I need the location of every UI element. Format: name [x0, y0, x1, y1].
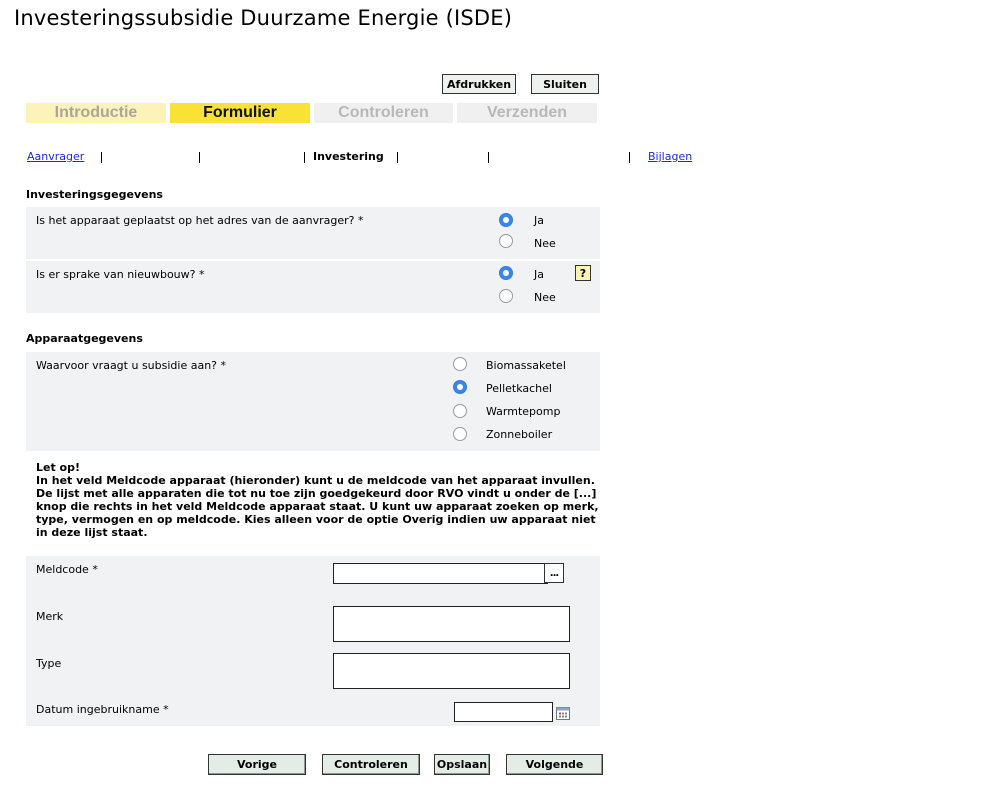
- step-introductie[interactable]: Introductie: [26, 103, 166, 123]
- datum-label: Datum ingebruikname *: [36, 703, 169, 716]
- step-controleren: Controleren: [314, 103, 453, 123]
- radio-ja[interactable]: [499, 266, 513, 280]
- notice-text: [36, 461, 600, 539]
- radio-nee[interactable]: [499, 234, 513, 248]
- subnav-separator: [101, 152, 102, 163]
- radio-label: Warmtepomp: [486, 405, 561, 418]
- radio-pelletkachel[interactable]: [453, 380, 467, 394]
- check-button[interactable]: Controleren: [322, 754, 420, 775]
- save-button[interactable]: Opslaan: [434, 754, 490, 775]
- subnav-separator: [397, 152, 398, 163]
- page-title: Investeringssubsidie Duurzame Energie (ISDE): [14, 6, 513, 30]
- question-panel-address: [26, 207, 600, 259]
- radio-label: Ja: [534, 268, 544, 281]
- notice-body: In het veld Meldcode apparaat (hieronder) kunt u de meldcode van het apparaat invullen. De lijst met alle apparaten die tot nu toe zijn goedgekeurd door RVO vindt u onder de [...] knop die rechts in het veld Meldcode apparaat staat. U kunt uw apparaat zoeken op merk, type, vermogen en op meldcode. Kies alleen voor de optie Overig indien uw apparaat niet in deze lijst staat.: [36, 474, 599, 539]
- calendar-icon[interactable]: [556, 706, 570, 720]
- radio-biomassaketel[interactable]: [453, 357, 467, 371]
- radio-label: Biomassaketel: [486, 359, 566, 372]
- close-button[interactable]: Sluiten: [531, 74, 599, 94]
- question-label: Waarvoor vraagt u subsidie aan? *: [36, 359, 227, 372]
- type-label: Type: [36, 657, 62, 670]
- section-heading-investering: Investeringsgegevens: [26, 188, 163, 201]
- radio-label: Ja: [534, 214, 544, 227]
- subnav-separator: [304, 152, 305, 163]
- subnav-item-bijlagen[interactable]: [648, 150, 692, 163]
- radio-label: Nee: [534, 291, 556, 304]
- question-panel-nieuwbouw: [26, 261, 600, 313]
- aanvrager-link[interactable]: Aanvrager: [27, 150, 85, 163]
- subnav-item-investering: Investering: [313, 150, 384, 163]
- radio-ja[interactable]: [499, 213, 513, 227]
- subnav-separator: [488, 152, 489, 163]
- section-heading-apparaat: Apparaatgegevens: [26, 332, 143, 345]
- question-label: Is er sprake van nieuwbouw? *: [36, 268, 205, 281]
- previous-button[interactable]: Vorige: [208, 754, 306, 775]
- meldcode-label: Meldcode *: [36, 563, 98, 576]
- subnav-item-aanvrager[interactable]: [27, 150, 84, 163]
- help-icon[interactable]: ?: [575, 265, 591, 281]
- radio-label: Zonneboiler: [486, 428, 553, 441]
- radio-nee[interactable]: [499, 289, 513, 303]
- radio-zonneboiler[interactable]: [453, 427, 467, 441]
- question-panel-subsidie: [26, 352, 600, 451]
- datum-input[interactable]: [454, 702, 553, 722]
- meldcode-lookup-button[interactable]: ...: [544, 563, 564, 583]
- step-formulier[interactable]: Formulier: [170, 103, 310, 123]
- question-label: Is het apparaat geplaatst op het adres van de aanvrager? *: [36, 214, 364, 227]
- merk-field[interactable]: [333, 606, 570, 642]
- radio-warmtepomp[interactable]: [453, 404, 467, 418]
- next-button[interactable]: Volgende: [506, 754, 603, 775]
- merk-label: Merk: [36, 610, 64, 623]
- step-verzenden: Verzenden: [457, 103, 597, 123]
- radio-label: Nee: [534, 237, 556, 250]
- notice-title: Let op!: [36, 461, 81, 474]
- radio-label: Pelletkachel: [486, 382, 552, 395]
- subnav-separator: [199, 152, 200, 163]
- print-button[interactable]: Afdrukken: [442, 74, 516, 94]
- subnav-separator: [629, 152, 630, 163]
- bijlagen-link[interactable]: Bijlagen: [648, 150, 693, 163]
- meldcode-input[interactable]: [333, 563, 548, 584]
- type-field[interactable]: [333, 653, 570, 689]
